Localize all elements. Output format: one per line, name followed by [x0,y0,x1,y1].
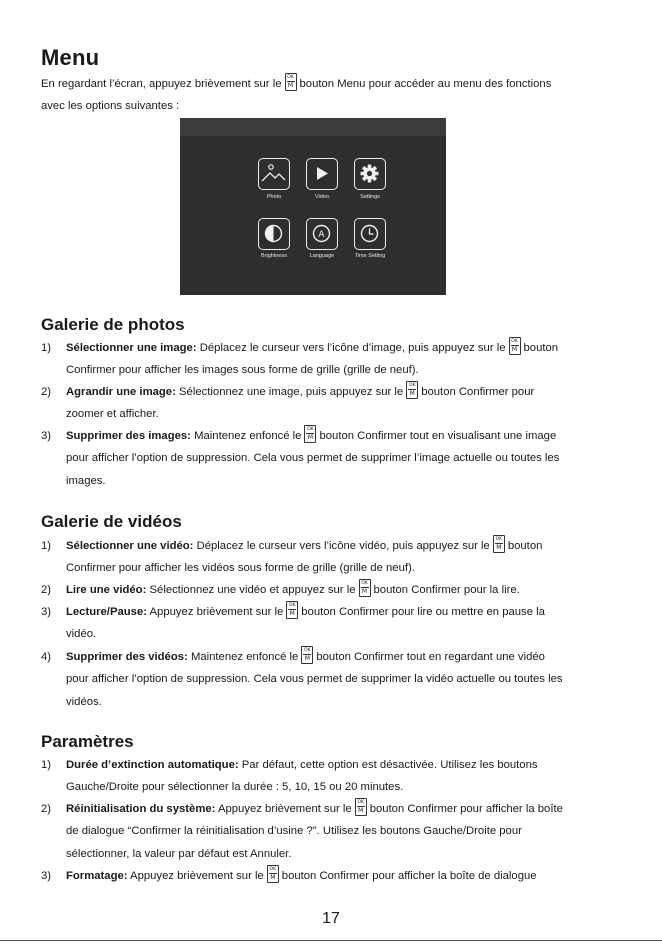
item-line3: sélectionner, la valeur par défaut est Annuler. [66,847,292,860]
ok-m-button-icon [509,337,521,355]
ok-m-button-icon [267,865,279,883]
item-line2: Gauche/Droite pour sélectionner la durée : 5, 10, 15 ou 20 minutes. [66,781,404,794]
tile-label-video: Video [315,194,329,200]
item-text: Sélectionnez une image, puis appuyez sur le [179,386,404,398]
item-title: Lecture/Pause: [66,606,147,618]
videos-item-4 [41,646,633,713]
item-text: Déplacez le curseur vers l’icône vidéo, puis appuyez sur le [196,540,490,552]
tile-label-photo: Photo [266,194,282,200]
item-line2: pour afficher l’option de suppression. Cela vous permet de supprimer l’image actuelle ou toutes les [66,452,560,465]
menu-heading: Menu [41,45,100,70]
item-text-cont: bouton [523,342,559,354]
svg-text:A: A [318,230,325,240]
item-title: Lire une vidéo: [66,584,147,596]
item-number: 1) [41,342,52,354]
item-number: 1) [41,759,52,771]
item-line2: Confirmer pour afficher les images sous forme de grille (grille de neuf). [66,364,419,377]
item-line2: zoomer et afficher. [66,408,159,421]
item-text-cont: bouton Confirmer pour [421,386,535,398]
clock-icon [354,218,386,250]
screen-top-bar [180,118,446,136]
ok-m-button-icon [406,381,418,399]
item-line2: Confirmer pour afficher les vidéos sous forme de grille (grille de neuf). [66,562,415,575]
videos-heading: Galerie de vidéos [41,512,182,531]
videos-item-1 [41,535,633,580]
ok-m-button-icon [285,73,297,91]
item-number: 3) [41,606,52,618]
settings-item-2 [41,798,633,865]
language-icon [306,218,338,250]
intro-text-line2: avec les options suivantes : [41,100,180,112]
item-line2: vidéo. [66,628,97,641]
item-text-cont: bouton Confirmer pour afficher la boîte [369,803,563,815]
item-title: Agrandir une image: [66,386,176,398]
item-text: Appuyez brièvement sur le [130,870,264,882]
tile-label-brightness: Brightness [261,253,287,259]
photos-item-1 [41,337,633,382]
item-title: Supprimer des images: [66,430,191,442]
item-title: Sélectionner une vidéo: [66,540,194,552]
page-number: 17 [322,910,340,927]
menu-intro [41,73,631,117]
item-text: Déplacez le curseur vers l’icône d’image, puis appuyez sur le [199,342,506,354]
tile-label-time-setting: Time Setting [354,253,386,259]
item-number: 4) [41,651,52,663]
item-text-cont: bouton Confirmer tout en visualisant une image [319,430,557,442]
videos-item-2 [41,579,633,601]
settings-heading: Paramètres [41,732,134,751]
tile-label-language: Language [309,253,335,259]
photos-item-3 [41,425,633,492]
ok-m-button-icon [359,579,371,597]
photos-heading: Galerie de photos [41,315,185,334]
item-text-cont: bouton Confirmer pour la lire. [373,584,520,596]
item-text: Appuyez brièvement sur le [217,803,352,815]
ok-m-button-icon [304,425,316,443]
item-line3: images. [66,474,106,487]
item-text: Appuyez brièvement sur le [149,606,284,618]
ok-m-button-icon [286,601,298,619]
item-text-cont: bouton Confirmer pour afficher la boîte de dialogue [281,870,537,882]
photo-icon [258,158,290,190]
page-bottom-divider [0,940,662,941]
item-title: Formatage: [66,870,128,882]
tile-label-settings: Settings [360,194,380,200]
play-icon [306,158,338,190]
gear-icon [354,158,386,190]
item-text-cont: bouton Confirmer pour lire ou mettre en pause la [301,606,545,618]
settings-item-1 [41,754,633,799]
item-line2: pour afficher l’option de suppression. Cela vous permet de supprimer la vidéo actuelle ou toutes les [66,673,563,686]
item-text: Sélectionnez une vidéo et appuyez sur le [149,584,356,596]
item-text-cont: bouton [507,540,543,552]
item-number: 3) [41,870,52,882]
item-line3: vidéos. [66,695,102,708]
ok-m-button-icon [301,646,313,664]
item-number: 2) [41,386,52,398]
item-title: Réinitialisation du système: [66,803,216,815]
ok-m-button-icon [355,798,367,816]
item-number: 3) [41,430,52,442]
item-text: Maintenez enfoncé le [194,430,302,442]
item-line2: de dialogue “Confirmer la réinitialisation d’usine ?”. Utilisez les boutons Gauche/Droite pour [66,825,522,838]
item-text: Par défaut, cette option est désactivée. Utilisez les boutons [241,759,538,771]
item-title: Supprimer des vidéos: [66,651,188,663]
photos-item-2 [41,381,633,426]
intro-text-before: En regardant l’écran, appuyez brièvement sur le [41,78,282,90]
brightness-icon [258,218,290,250]
item-number: 2) [41,584,52,596]
item-number: 2) [41,803,52,815]
ok-m-button-icon [493,535,505,553]
item-number: 1) [41,540,52,552]
item-text: Maintenez enfoncé le [190,651,299,663]
item-title: Sélectionner une image: [66,342,197,354]
menu-screen-image [180,118,446,295]
item-title: Durée d’extinction automatique: [66,759,239,771]
settings-item-3 [41,865,633,887]
item-text-cont: bouton Confirmer tout en regardant une vidéo [316,651,545,663]
videos-item-3 [41,601,633,646]
intro-text-after: bouton Menu pour accéder au menu des fonctions [299,78,552,90]
